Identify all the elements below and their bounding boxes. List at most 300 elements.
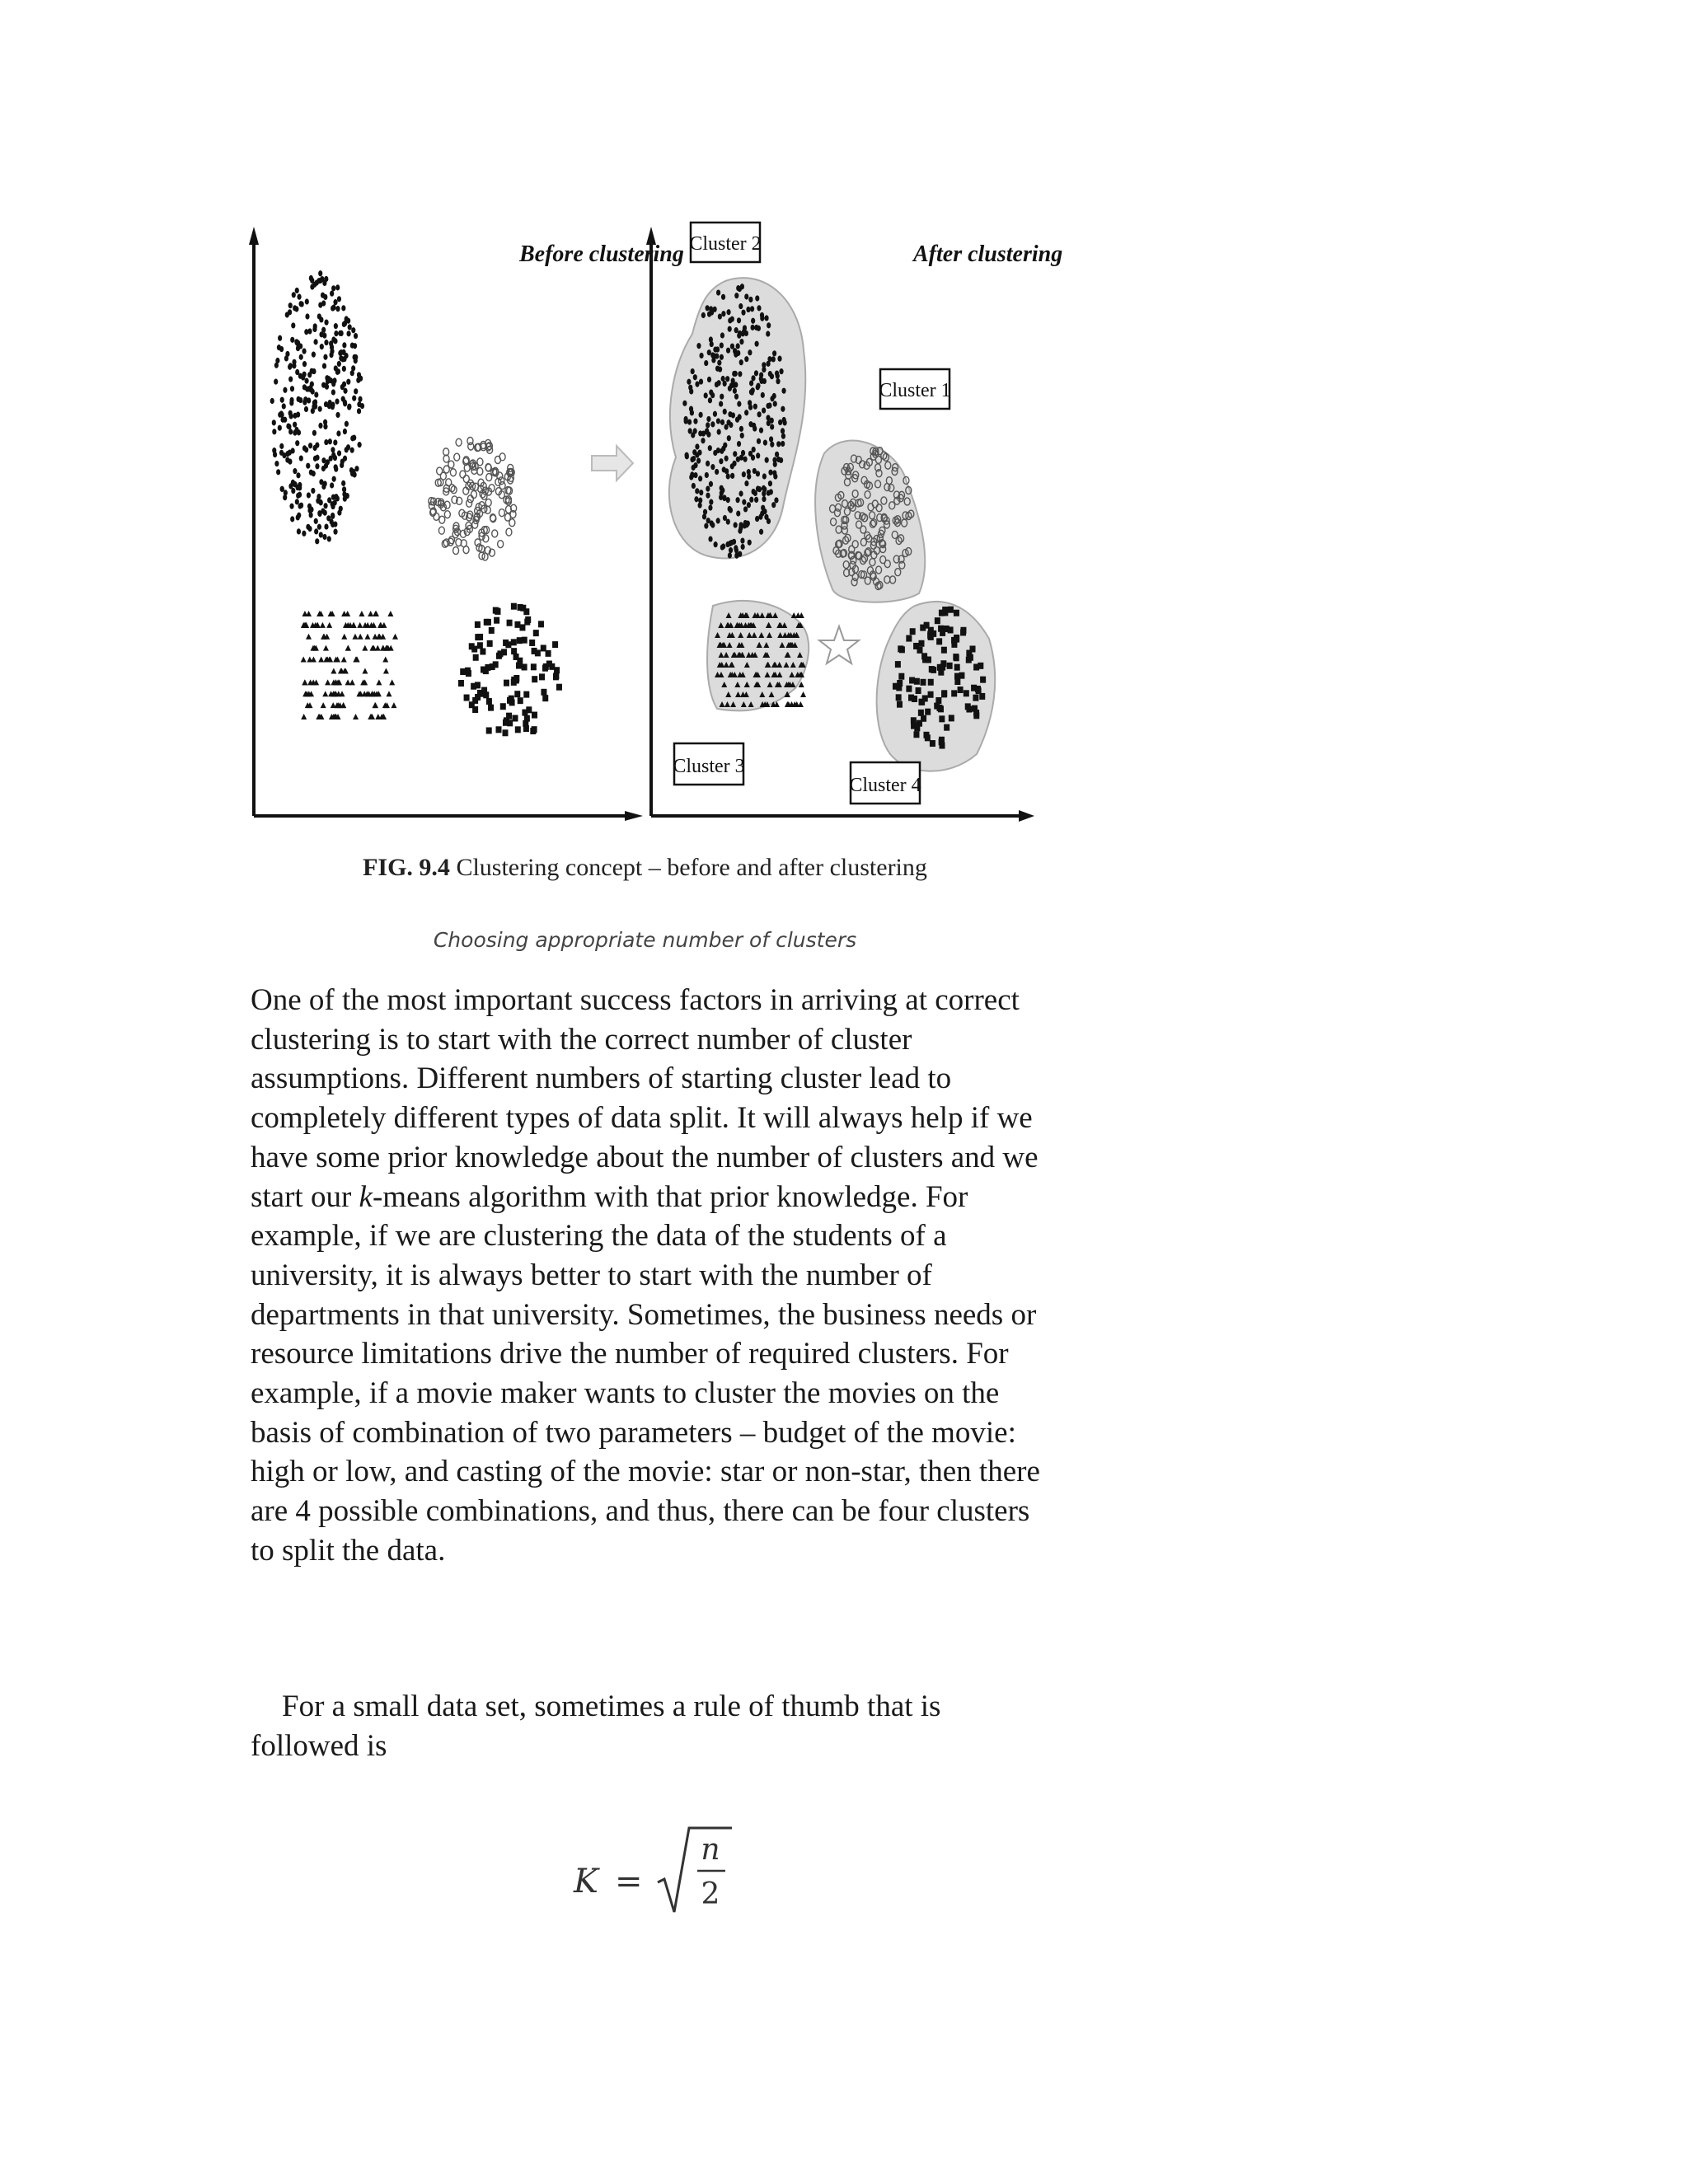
data-point	[328, 400, 332, 405]
transition-arrow-icon	[592, 446, 633, 480]
data-point	[743, 520, 748, 526]
data-point	[311, 657, 316, 663]
data-point	[299, 503, 303, 509]
data-point	[310, 382, 314, 387]
data-point	[965, 703, 971, 710]
data-point	[734, 522, 738, 527]
data-point	[475, 539, 481, 546]
data-point	[335, 369, 340, 375]
data-point	[781, 388, 785, 394]
data-point	[284, 490, 288, 495]
data-point	[751, 387, 755, 393]
data-point	[524, 715, 530, 722]
data-point	[757, 438, 761, 444]
data-point	[341, 349, 345, 355]
data-point	[325, 679, 331, 685]
data-point	[326, 376, 331, 382]
data-point	[754, 370, 758, 376]
data-point	[720, 342, 724, 348]
data-point	[469, 701, 475, 708]
data-point	[518, 697, 523, 704]
data-point	[964, 690, 969, 696]
data-point	[354, 358, 358, 363]
data-point	[314, 528, 318, 534]
cluster-label-3	[673, 743, 744, 785]
data-point	[345, 645, 351, 651]
data-point	[776, 373, 780, 379]
data-point	[941, 690, 947, 696]
right-x-arrow-icon	[1019, 810, 1034, 822]
data-point	[721, 543, 725, 549]
data-point	[354, 333, 358, 339]
data-point	[292, 292, 296, 298]
data-point	[542, 665, 548, 672]
data-point	[704, 392, 708, 398]
data-point	[729, 422, 733, 428]
data-point	[290, 386, 294, 391]
data-point	[761, 392, 765, 398]
k-formula	[569, 1823, 734, 1922]
data-point	[733, 451, 737, 457]
section-subheading: Choosing appropriate number of clusters	[433, 928, 857, 952]
data-point	[516, 663, 522, 669]
data-point	[970, 645, 976, 652]
data-point	[768, 480, 772, 486]
data-point	[918, 710, 924, 716]
data-point	[695, 443, 699, 449]
data-point	[292, 363, 296, 368]
data-point	[514, 691, 520, 697]
data-point	[708, 397, 712, 403]
data-point	[507, 719, 513, 726]
data-point	[375, 645, 381, 651]
data-point	[335, 284, 340, 290]
data-point	[279, 410, 284, 416]
data-point	[936, 638, 942, 644]
left-panel-title: Before clustering	[519, 241, 684, 267]
formula-equals: =	[615, 1863, 643, 1900]
data-point	[324, 276, 328, 282]
data-point	[520, 605, 526, 612]
data-point	[715, 353, 719, 359]
data-point	[727, 435, 731, 441]
data-point	[721, 311, 725, 316]
data-point	[325, 384, 329, 390]
data-point	[331, 447, 335, 452]
data-point	[800, 691, 806, 697]
data-point	[753, 468, 757, 474]
data-point	[307, 492, 311, 498]
data-point	[739, 359, 743, 365]
data-point	[333, 455, 337, 461]
data-point	[751, 318, 755, 324]
data-point	[954, 678, 960, 685]
data-point	[314, 391, 318, 397]
data-point	[328, 438, 332, 444]
data-point	[302, 679, 307, 685]
data-point	[721, 294, 725, 300]
data-point	[304, 329, 308, 335]
data-point	[383, 668, 389, 673]
data-point	[335, 306, 340, 312]
data-point	[333, 522, 337, 527]
data-point	[301, 374, 305, 380]
data-point	[896, 694, 902, 701]
data-point	[359, 376, 363, 382]
data-point	[968, 654, 973, 661]
data-point	[334, 330, 338, 336]
data-point	[738, 371, 742, 377]
data-point	[692, 456, 696, 462]
data-point	[341, 480, 345, 486]
data-point	[502, 729, 508, 736]
data-point	[748, 400, 752, 405]
data-point	[299, 455, 303, 461]
data-point	[522, 663, 528, 670]
data-point	[489, 627, 495, 634]
data-point	[283, 387, 287, 393]
data-point	[297, 528, 301, 534]
data-point	[358, 442, 362, 448]
data-point	[917, 647, 922, 654]
data-point	[743, 457, 747, 462]
data-point	[389, 679, 395, 685]
data-point	[323, 510, 327, 516]
data-point	[729, 507, 733, 513]
data-point	[746, 307, 750, 312]
data-point	[741, 450, 745, 456]
data-point	[357, 401, 361, 407]
data-point	[941, 647, 947, 654]
paragraph-1-part-b: -means algorithm with that prior knowledge. For example, if we are clustering the data of the students of a university, it is always better to start with the number of departments in that university. Sometimes, the business needs or resource limitations drive the number of required clusters. For example, if a movie maker wants to cluster the movies on the basis of combination of two parameters – budget of the movie: high or low, and casting of the movie: star or non-star, then there are 4 possible combinations, and thus, there can be four clusters to split the data.	[251, 1179, 1040, 1568]
data-point	[756, 452, 760, 458]
data-point	[736, 350, 740, 356]
data-point	[302, 611, 307, 616]
data-point	[318, 302, 322, 308]
data-point	[783, 419, 787, 425]
data-point	[293, 468, 297, 474]
data-point	[295, 440, 299, 446]
data-point	[736, 457, 740, 462]
data-point	[767, 322, 771, 328]
data-point	[708, 536, 712, 541]
data-point	[694, 496, 698, 502]
data-point	[693, 374, 697, 380]
data-point	[728, 326, 732, 332]
data-point	[767, 356, 771, 362]
data-point	[720, 419, 724, 425]
data-point	[772, 350, 776, 356]
data-point	[306, 634, 312, 640]
data-point	[454, 453, 460, 461]
data-point	[478, 691, 484, 697]
data-point	[754, 341, 758, 347]
data-point	[318, 406, 322, 412]
data-point	[343, 429, 347, 434]
data-point	[311, 488, 315, 494]
data-point	[499, 482, 505, 490]
data-point	[716, 518, 720, 523]
data-point	[467, 499, 472, 507]
data-point	[382, 657, 388, 663]
data-point	[743, 506, 748, 512]
data-point	[302, 531, 306, 537]
data-point	[691, 368, 695, 374]
data-point	[522, 637, 528, 644]
data-point	[331, 285, 335, 291]
data-point	[296, 493, 300, 499]
data-point	[701, 438, 705, 443]
data-point	[324, 523, 328, 529]
data-point	[744, 293, 748, 299]
data-point	[324, 340, 328, 345]
data-point	[767, 402, 771, 408]
data-point	[690, 410, 694, 415]
data-point	[748, 540, 752, 546]
data-point	[335, 399, 339, 405]
data-point	[324, 320, 328, 326]
data-point	[506, 713, 512, 719]
centroid-star-icon	[819, 626, 859, 663]
data-point	[532, 676, 537, 682]
data-point	[704, 360, 708, 366]
data-point	[693, 419, 697, 424]
data-point	[556, 684, 562, 691]
data-point	[297, 396, 301, 402]
data-point	[351, 327, 355, 333]
data-point	[286, 423, 290, 429]
data-point	[721, 376, 725, 382]
data-point	[323, 480, 327, 486]
data-point	[719, 401, 723, 406]
data-point	[297, 294, 301, 300]
data-point	[471, 646, 477, 653]
data-point	[698, 498, 702, 504]
data-point	[291, 488, 295, 494]
data-point	[960, 629, 966, 635]
data-point	[317, 524, 321, 530]
data-point	[715, 366, 720, 372]
data-point	[341, 305, 345, 311]
cluster-label-4	[849, 762, 921, 804]
data-point	[929, 666, 935, 673]
data-point	[763, 440, 767, 446]
data-point	[315, 455, 319, 461]
data-point	[473, 654, 479, 661]
data-point	[487, 640, 493, 647]
data-point	[776, 378, 780, 384]
data-point	[274, 379, 278, 385]
data-point	[939, 715, 945, 722]
data-point	[739, 339, 743, 344]
data-point	[309, 512, 313, 518]
data-point	[288, 429, 293, 434]
data-point	[337, 296, 341, 302]
data-point	[738, 303, 743, 309]
data-point	[299, 354, 303, 360]
data-point	[373, 702, 378, 708]
data-point	[318, 657, 324, 663]
data-point	[978, 663, 983, 669]
data-point	[954, 654, 959, 661]
data-point	[511, 639, 517, 645]
data-point	[343, 496, 347, 502]
data-point	[449, 485, 455, 492]
data-point	[331, 668, 336, 673]
data-point	[458, 680, 464, 687]
data-point	[314, 518, 318, 524]
data-point	[770, 424, 774, 429]
data-point	[922, 656, 928, 663]
data-point	[959, 673, 964, 679]
data-point	[336, 430, 340, 436]
data-point	[285, 457, 289, 462]
data-point	[333, 529, 337, 535]
data-point	[515, 726, 521, 733]
data-point	[682, 401, 687, 406]
data-point	[434, 513, 439, 520]
data-point	[781, 441, 785, 447]
data-point	[728, 317, 732, 323]
data-point	[293, 430, 297, 436]
figure-caption-label: FIG. 9.4	[363, 854, 450, 881]
data-point	[707, 377, 711, 382]
data-point	[342, 342, 346, 348]
data-point	[690, 472, 694, 478]
data-point	[910, 628, 916, 635]
data-point	[294, 339, 298, 344]
data-point	[301, 657, 307, 663]
data-point	[285, 351, 289, 357]
data-point	[302, 348, 306, 354]
data-point	[720, 485, 724, 491]
data-point	[511, 648, 517, 654]
data-point	[519, 624, 525, 630]
data-point	[759, 529, 763, 535]
data-point	[288, 376, 293, 382]
data-point	[895, 661, 901, 668]
data-point	[719, 494, 723, 500]
data-point	[467, 495, 473, 503]
data-point	[306, 463, 310, 469]
data-point	[732, 539, 736, 545]
data-point	[387, 611, 393, 616]
data-point	[451, 486, 457, 494]
data-point	[488, 705, 494, 711]
data-point	[748, 451, 753, 457]
data-point	[291, 448, 295, 453]
data-point	[438, 527, 444, 534]
data-point	[925, 709, 931, 715]
data-point	[760, 312, 764, 318]
body-paragraph-1	[251, 981, 1042, 1571]
data-point	[738, 490, 743, 496]
clustering-figure	[247, 218, 1063, 832]
data-point	[278, 425, 282, 431]
data-point	[298, 343, 302, 349]
data-point	[770, 418, 774, 424]
data-point	[913, 731, 919, 738]
data-point	[906, 635, 912, 642]
data-point	[954, 635, 959, 641]
data-point	[531, 663, 537, 670]
data-point	[352, 396, 356, 401]
data-point	[708, 504, 712, 510]
data-point	[687, 419, 692, 424]
data-point	[542, 695, 548, 701]
data-point	[318, 270, 322, 276]
data-point	[539, 673, 545, 680]
data-point	[744, 356, 748, 362]
data-point	[453, 547, 459, 555]
data-point	[340, 691, 345, 696]
data-point	[740, 433, 744, 438]
data-point	[768, 470, 772, 476]
data-point	[773, 401, 777, 406]
data-point	[732, 371, 736, 377]
data-point	[350, 448, 354, 453]
data-point	[751, 325, 755, 330]
data-point	[291, 322, 295, 328]
data-point	[493, 661, 499, 668]
data-point	[762, 473, 767, 479]
data-point	[346, 379, 350, 385]
data-point	[773, 462, 777, 467]
data-point	[698, 430, 702, 436]
data-point	[706, 518, 710, 523]
data-point	[772, 393, 776, 399]
data-point	[348, 324, 352, 330]
data-point	[342, 366, 346, 372]
data-point	[730, 473, 734, 479]
data-point	[278, 335, 282, 341]
data-point	[898, 673, 904, 680]
data-point	[947, 663, 953, 669]
data-point	[495, 457, 500, 464]
data-point	[333, 439, 337, 445]
data-point	[333, 299, 337, 305]
data-point	[308, 443, 312, 448]
data-point	[725, 376, 729, 382]
data-point	[362, 668, 368, 673]
data-point	[734, 545, 738, 551]
data-point	[695, 381, 699, 387]
data-point	[295, 288, 299, 293]
data-point	[720, 354, 724, 360]
data-point	[734, 552, 738, 558]
data-point	[343, 401, 347, 406]
data-point	[741, 544, 745, 550]
data-point	[330, 482, 334, 488]
data-point	[909, 677, 915, 684]
data-point	[781, 434, 785, 439]
data-point	[353, 343, 357, 349]
data-point	[322, 363, 326, 368]
data-point	[742, 471, 746, 477]
left-y-arrow-icon	[249, 227, 259, 245]
data-point	[334, 466, 338, 472]
data-point	[738, 525, 743, 531]
data-point	[706, 485, 710, 491]
data-point	[757, 326, 761, 331]
data-point	[709, 389, 713, 395]
data-point	[354, 388, 358, 394]
data-point	[272, 419, 276, 425]
data-point	[695, 452, 699, 457]
data-point	[337, 450, 341, 456]
data-point	[337, 510, 341, 516]
data-point	[362, 645, 368, 651]
